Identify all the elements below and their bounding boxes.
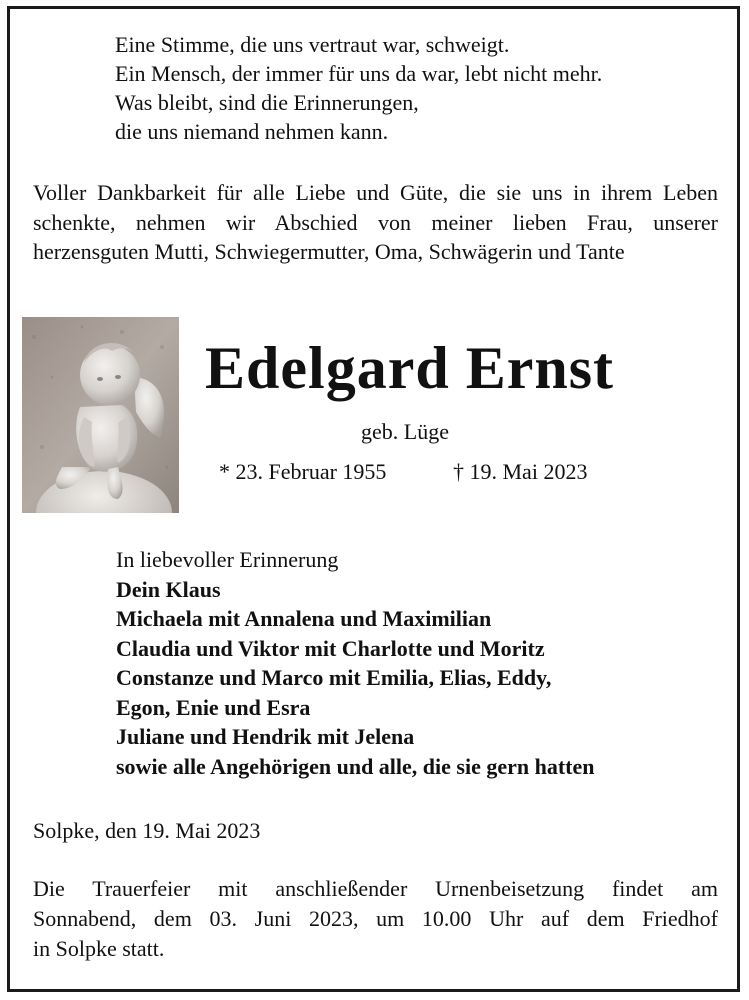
mourner-line: Claudia und Viktor mit Charlotte und Moritz [116, 635, 545, 661]
mourner-line: sowie alle Angehörigen und alle, die sie gern hatten [116, 753, 595, 779]
mourner-line: Michaela mit Annalena und Maximilian [116, 606, 492, 631]
service-line: in Solpke statt. [33, 936, 165, 961]
intro-paragraph: Voller Dankbarkeit für alle Liebe und Güte, die sie uns in ihrem Leben schenkte, nehmen wir Abschied von meiner lieben Frau, unserer herzensguten Mutti, Schwiegermutter, Oma, Schwägerin und Tante [33, 180, 718, 264]
birth-date: * 23. Februar 1955 [219, 459, 387, 484]
mourner-line: Constanze und Marco mit Emilia, Elias, Eddy, [116, 665, 552, 690]
poem-line: Ein Mensch, der immer für uns da war, lebt nicht mehr. [115, 61, 603, 86]
maiden-name: geb. Lüge [361, 419, 449, 444]
poem [115, 30, 602, 146]
service-line: Sonnabend, dem 03. Juni 2023, um 10.00 Uhr auf dem Friedhof [33, 906, 718, 931]
place-date: Solpke, den 19. Mai 2023 [33, 818, 261, 843]
service-line: Die Trauerfeier mit anschließender Urnenbeisetzung findet am [33, 876, 718, 901]
angel-statue-photo [22, 317, 179, 513]
mourners-list [116, 545, 595, 781]
mourner-line: Juliane und Hendrik mit Jelena [116, 724, 415, 749]
mourners-heading: In liebevoller Erinnerung [116, 547, 339, 572]
mourner-line: Egon, Enie und Esra [116, 694, 311, 720]
deceased-name: Edelgard Ernst [205, 335, 615, 401]
poem-line: Was bleibt, sind die Erinnerungen, [115, 90, 419, 115]
mourner-line: Dein Klaus [116, 576, 221, 602]
funeral-service-info [33, 874, 718, 964]
death-date: † 19. Mai 2023 [453, 459, 588, 484]
poem-line: die uns niemand nehmen kann. [115, 119, 389, 144]
poem-line: Eine Stimme, die uns vertraut war, schweigt. [115, 32, 510, 57]
